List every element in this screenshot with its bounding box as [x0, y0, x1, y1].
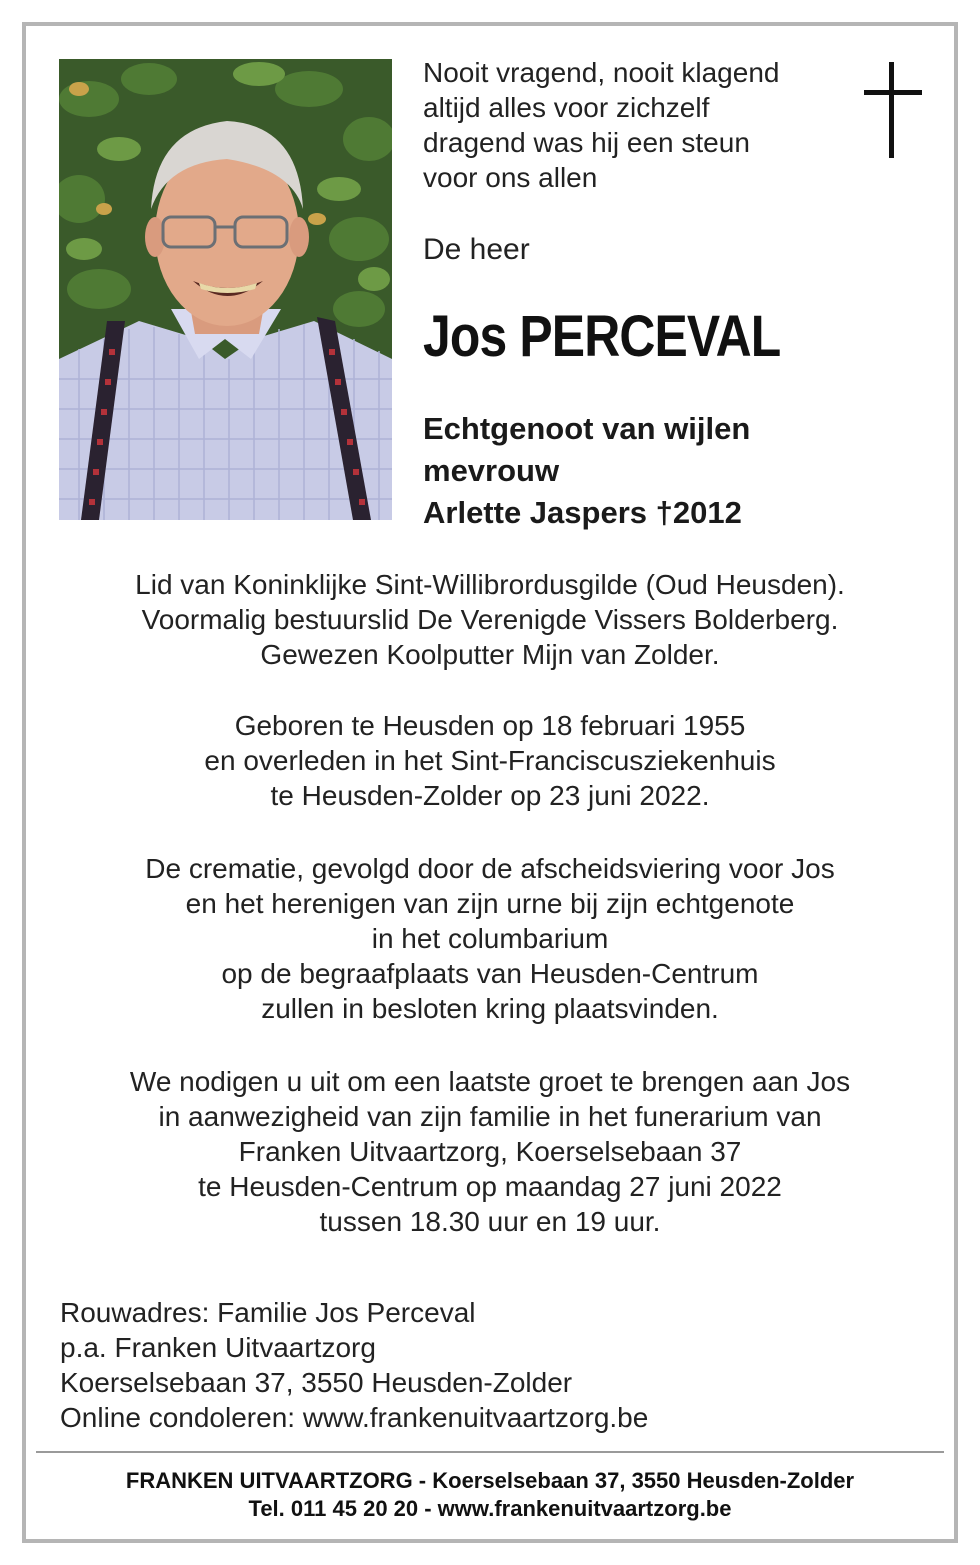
spouse-line: Echtgenoot van wijlen: [423, 411, 751, 446]
footer: [36, 1467, 944, 1523]
deceased-name: Jos PERCEVAL: [423, 304, 781, 369]
mourning-address: [60, 1295, 648, 1435]
spouse-info: [423, 408, 750, 534]
spouse-line: Arlette Jaspers †2012: [423, 495, 742, 530]
portrait-photo: [59, 59, 392, 520]
invitation-line: We nodigen u uit om een laatste groet te brengen aan Jos: [129, 1066, 851, 1097]
cremation-line: De crematie, gevolgd door de afscheidsviering voor Jos: [145, 853, 835, 884]
address-line: Online condoleren: www.frankenuitvaartzorg.be: [60, 1402, 649, 1433]
membership-line: Gewezen Koolputter Mijn van Zolder.: [260, 639, 720, 670]
footer-line: FRANKEN UITVAARTZORG - Koerselsebaan 37, 3550 Heusden-Zolder: [125, 1468, 855, 1493]
birth-death-line: en overleden in het Sint-Franciscusziekenhuis: [204, 745, 776, 776]
address-line: Rouwadres: Familie Jos Perceval: [60, 1297, 476, 1328]
memberships: [60, 567, 920, 672]
birth-death-line: te Heusden-Zolder op 23 juni 2022.: [270, 780, 710, 811]
poem: [423, 55, 779, 195]
membership-line: Lid van Koninklijke Sint-Willibrordusgilde (Oud Heusden).: [135, 569, 845, 600]
invitation-line: tussen 18.30 uur en 19 uur.: [319, 1206, 661, 1237]
cross-icon: [864, 62, 922, 158]
poem-line: altijd alles voor zichzelf: [423, 92, 710, 123]
invitation-line: Franken Uitvaartzorg, Koerselsebaan 37: [238, 1136, 742, 1167]
invitation-line: te Heusden-Centrum op maandag 27 juni 2022: [198, 1171, 782, 1202]
cremation-line: zullen in besloten kring plaatsvinden.: [261, 993, 719, 1024]
invitation: [60, 1064, 920, 1239]
birth-death-line: Geboren te Heusden op 18 februari 1955: [234, 710, 746, 741]
address-line: p.a. Franken Uitvaartzorg: [60, 1332, 376, 1363]
cremation-info: [60, 851, 920, 1026]
membership-line: Voormalig bestuurslid De Verenigde Vissers Bolderberg.: [141, 604, 839, 635]
poem-line: dragend was hij een steun: [423, 127, 750, 158]
honorific: De heer: [423, 233, 530, 266]
cremation-line: in het columbarium: [371, 923, 609, 954]
invitation-line: in aanwezigheid van zijn familie in het funerarium van: [158, 1101, 822, 1132]
footer-divider: [36, 1451, 944, 1453]
footer-line: Tel. 011 45 20 20 - www.frankenuitvaartzorg.be: [248, 1496, 732, 1521]
address-line: Koerselsebaan 37, 3550 Heusden-Zolder: [60, 1367, 573, 1398]
poem-line: voor ons allen: [423, 162, 598, 193]
birth-death: [60, 708, 920, 813]
cremation-line: op de begraafplaats van Heusden-Centrum: [221, 958, 759, 989]
poem-line: Nooit vragend, nooit klagend: [423, 57, 780, 88]
cremation-line: en het herenigen van zijn urne bij zijn echtgenote: [185, 888, 795, 919]
spouse-line: mevrouw: [423, 453, 560, 488]
